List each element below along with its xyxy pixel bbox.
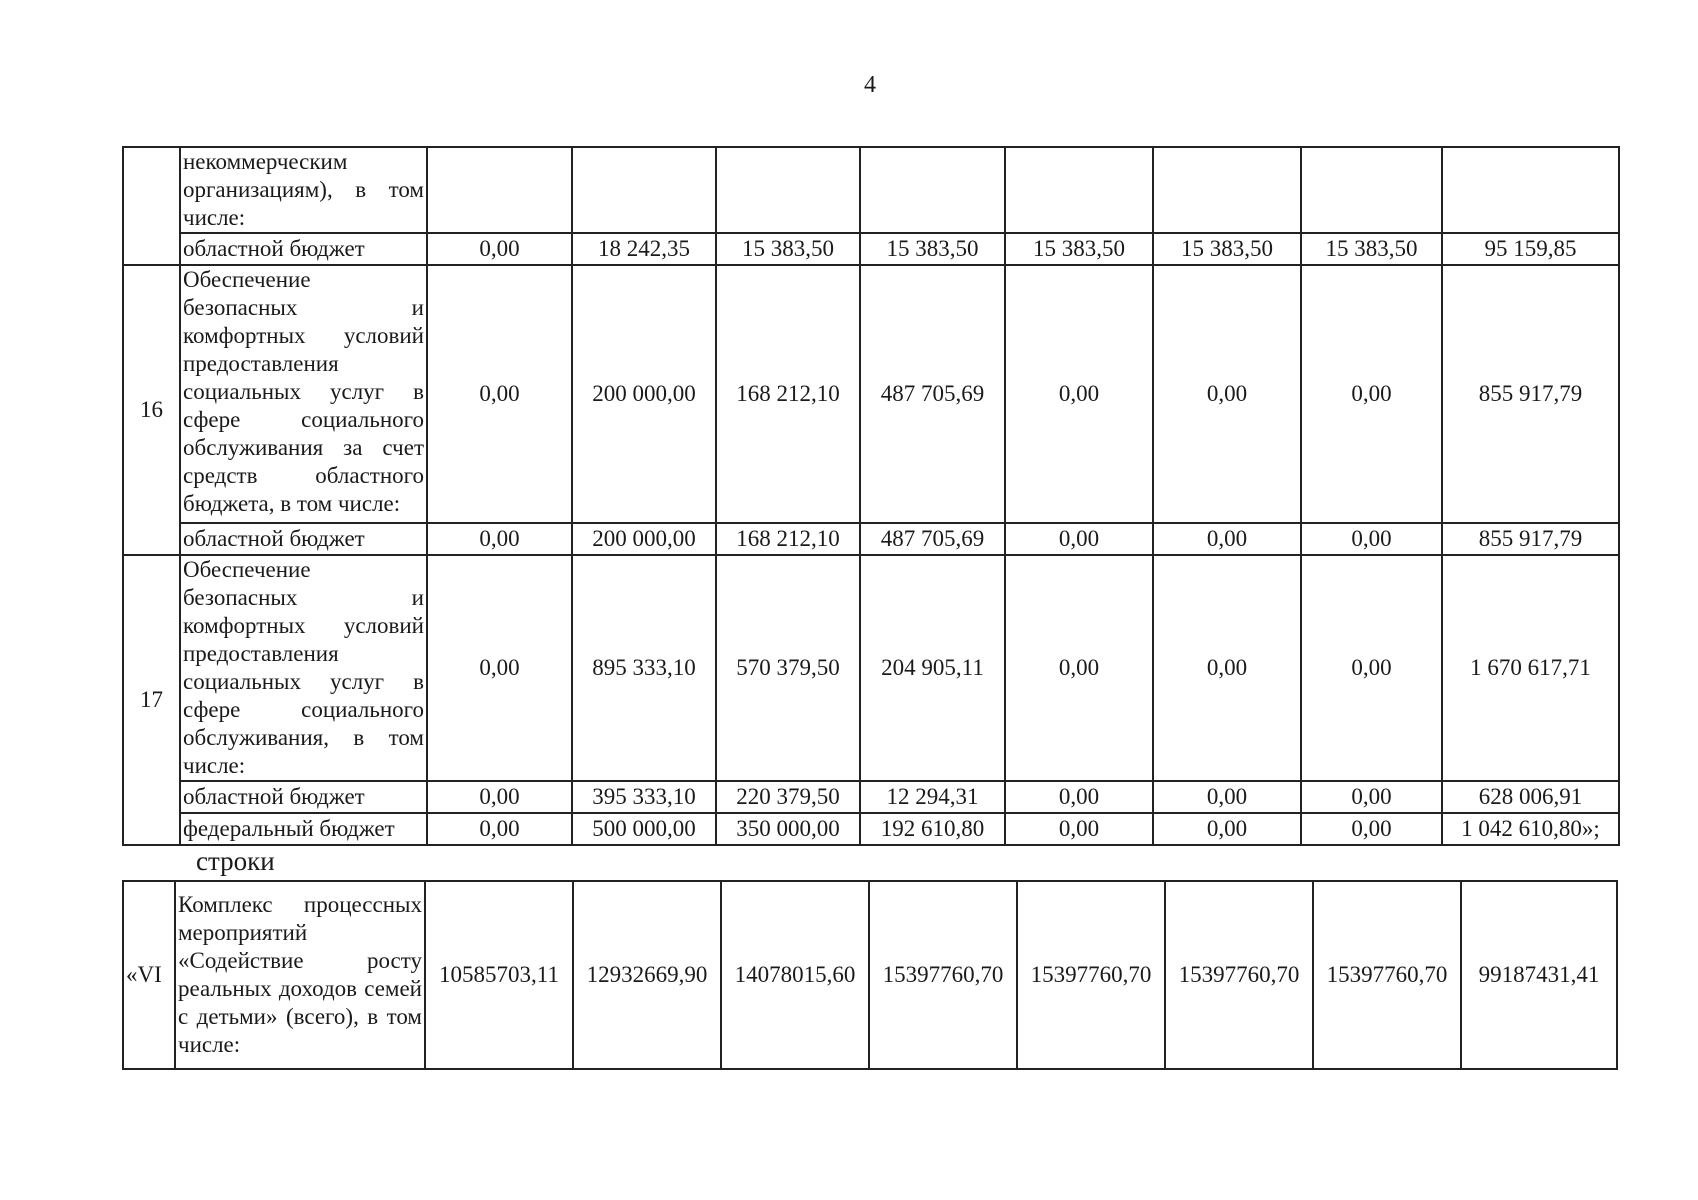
value-cell: 0,00 xyxy=(1301,555,1442,781)
value-cell: 487 705,69 xyxy=(860,523,1005,555)
value-cell: 0,00 xyxy=(1005,813,1153,845)
value-cell: 500 000,00 xyxy=(572,813,716,845)
row-index-cell xyxy=(123,147,180,265)
value-cell: 15 383,50 xyxy=(860,233,1005,265)
value-cell: 0,00 xyxy=(1005,555,1153,781)
table-row xyxy=(123,881,1617,1069)
value-cell: 0,00 xyxy=(1301,523,1442,555)
value-cell: 168 212,10 xyxy=(716,265,860,523)
table-row xyxy=(123,265,1619,523)
value-cell: 0,00 xyxy=(427,781,572,813)
value-cell: 0,00 xyxy=(427,523,572,555)
caption-text: строки xyxy=(196,846,275,876)
value-cell xyxy=(716,147,860,233)
value-cell xyxy=(1301,147,1442,233)
value-cell: 0,00 xyxy=(1005,265,1153,523)
page-number: 4 xyxy=(864,72,876,98)
value-cell: 0,00 xyxy=(1005,523,1153,555)
value-cell: 15397760,70 xyxy=(1165,881,1313,1069)
value-cell xyxy=(1442,147,1619,233)
value-cell: 192 610,80 xyxy=(860,813,1005,845)
table-row xyxy=(123,523,1619,555)
row-label: некоммерческим организациям), в том числе: xyxy=(180,147,427,233)
value-cell: 0,00 xyxy=(1153,555,1301,781)
value-cell: 10585703,11 xyxy=(425,881,573,1069)
value-cell: 0,00 xyxy=(427,265,572,523)
value-cell: 15 383,50 xyxy=(716,233,860,265)
row-index-cell: «VI xyxy=(123,881,175,1069)
table-row xyxy=(123,813,1619,845)
table-row xyxy=(123,233,1619,265)
value-cell: 95 159,85 xyxy=(1442,233,1619,265)
value-cell: 350 000,00 xyxy=(716,813,860,845)
row-label: областной бюджет xyxy=(180,781,427,813)
value-cell: 0,00 xyxy=(427,233,572,265)
value-cell: 15 383,50 xyxy=(1153,233,1301,265)
value-cell xyxy=(860,147,1005,233)
row-label: областной бюджет xyxy=(180,523,427,555)
row-index-cell: 16 xyxy=(123,265,180,555)
row-label: Комплекс процессных мероприятий «Содействие росту реальных доходов семей с детьми» (всего), в том числе: xyxy=(175,881,425,1069)
value-cell: 0,00 xyxy=(427,813,572,845)
value-cell: 99187431,41 xyxy=(1461,881,1617,1069)
value-cell: 628 006,91 xyxy=(1442,781,1619,813)
value-cell: 0,00 xyxy=(1153,265,1301,523)
budget-table-top xyxy=(122,146,1620,846)
value-cell: 855 917,79 xyxy=(1442,523,1619,555)
table-row xyxy=(123,555,1619,781)
value-cell: 200 000,00 xyxy=(572,265,716,523)
budget-table-bottom xyxy=(122,880,1618,1070)
value-cell: 15 383,50 xyxy=(1301,233,1442,265)
value-cell: 0,00 xyxy=(1301,781,1442,813)
value-cell: 0,00 xyxy=(1005,781,1153,813)
row-index-cell: 17 xyxy=(123,555,180,845)
value-cell: 15397760,70 xyxy=(869,881,1017,1069)
value-cell: 895 333,10 xyxy=(572,555,716,781)
value-cell: 0,00 xyxy=(1153,523,1301,555)
table-row xyxy=(123,147,1619,233)
value-cell: 395 333,10 xyxy=(572,781,716,813)
value-cell xyxy=(1153,147,1301,233)
row-label: федеральный бюджет xyxy=(180,813,427,845)
value-cell: 204 905,11 xyxy=(860,555,1005,781)
value-cell: 0,00 xyxy=(1153,813,1301,845)
value-cell: 0,00 xyxy=(1301,813,1442,845)
value-cell: 12932669,90 xyxy=(573,881,721,1069)
value-cell: 14078015,60 xyxy=(721,881,869,1069)
row-label: Обеспечение безопасных и комфортных условий предоставления социальных услуг в сфере социального обслуживания, в том числе: xyxy=(180,555,427,781)
value-cell: 200 000,00 xyxy=(572,523,716,555)
table-row xyxy=(123,781,1619,813)
value-cell: 15397760,70 xyxy=(1017,881,1165,1069)
value-cell: 15397760,70 xyxy=(1313,881,1461,1069)
value-cell: 18 242,35 xyxy=(572,233,716,265)
value-cell: 0,00 xyxy=(1153,781,1301,813)
value-cell xyxy=(1005,147,1153,233)
value-cell: 168 212,10 xyxy=(716,523,860,555)
value-cell xyxy=(427,147,572,233)
value-cell: 12 294,31 xyxy=(860,781,1005,813)
value-cell: 570 379,50 xyxy=(716,555,860,781)
value-cell: 15 383,50 xyxy=(1005,233,1153,265)
value-cell: 0,00 xyxy=(427,555,572,781)
value-cell: 0,00 xyxy=(1301,265,1442,523)
value-cell: 487 705,69 xyxy=(860,265,1005,523)
value-cell: 220 379,50 xyxy=(716,781,860,813)
value-cell: 1 670 617,71 xyxy=(1442,555,1619,781)
value-cell: 855 917,79 xyxy=(1442,265,1619,523)
row-label: областной бюджет xyxy=(180,233,427,265)
row-label: Обеспечение безопасных и комфортных условий предоставления социальных услуг в сфере социального обслуживания за счет средств областного бюджета, в том числе: xyxy=(180,265,427,523)
value-cell xyxy=(572,147,716,233)
value-cell: 1 042 610,80»; xyxy=(1442,813,1619,845)
